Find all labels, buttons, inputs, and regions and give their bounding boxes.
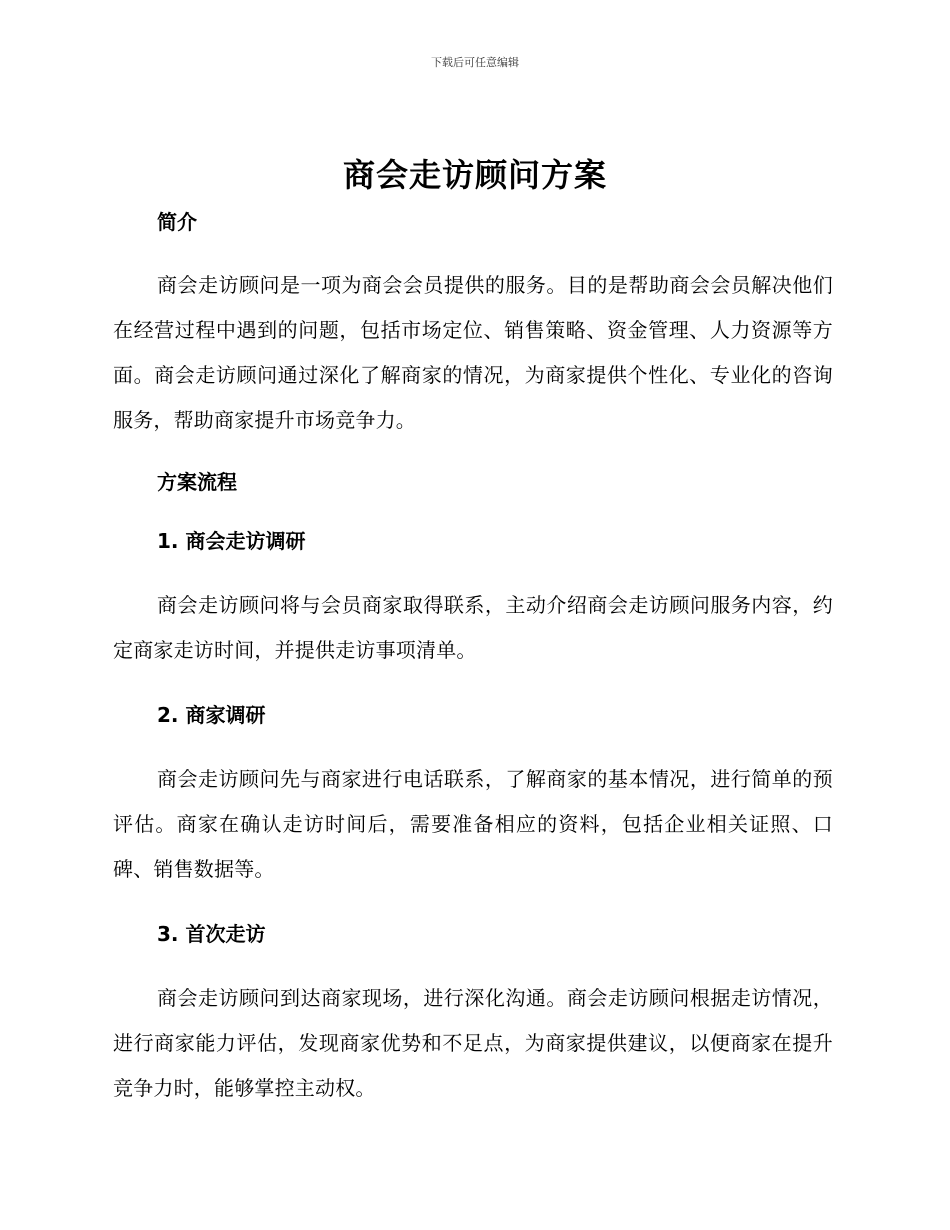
step-heading-2: 2. 商家调研 bbox=[157, 703, 266, 727]
document-body bbox=[113, 205, 833, 1111]
section-heading-intro: 简介 bbox=[157, 210, 197, 234]
paragraph-step-3: 商会走访顾问到达商家现场，进行深化沟通。商会走访顾问根据走访情况，进行商家能力评估，发现商家优势和不足点，为商家提供建议，以便商家在提升竞争力时，能够掌控主动权。 bbox=[113, 986, 833, 1100]
spacer bbox=[113, 239, 833, 263]
spacer bbox=[113, 443, 833, 465]
header-note: 下载后可任意编辑 bbox=[431, 56, 519, 69]
spacer bbox=[113, 892, 833, 917]
paragraph-intro: 商会走访顾问是一项为商会会员提供的服务。目的是帮助商会会员解决他们在经营过程中遇到的问题，包括市场定位、销售策略、资金管理、人力资源等方面。商会走访顾问通过深化了解商家的情况，为商家提供个性化、专业化的咨询服务，帮助商家提升市场竞争力。 bbox=[113, 273, 833, 432]
spacer bbox=[113, 499, 833, 524]
paragraph-step-2: 商会走访顾问先与商家进行电话联系，了解商家的基本情况，进行简单的预评估。商家在确认走访时间后，需要准备相应的资料，包括企业相关证照、口碑、销售数据等。 bbox=[113, 767, 833, 881]
spacer bbox=[113, 732, 833, 757]
spacer bbox=[113, 558, 833, 583]
spacer bbox=[113, 951, 833, 976]
paragraph-step-1: 商会走访顾问将与会员商家取得联系，主动介绍商会走访顾问服务内容，约定商家走访时间，并提供走访事项清单。 bbox=[113, 593, 833, 662]
step-heading-1: 1. 商会走访调研 bbox=[157, 529, 306, 553]
section-heading-process: 方案流程 bbox=[157, 470, 237, 494]
spacer bbox=[113, 673, 833, 698]
step-heading-3: 3. 首次走访 bbox=[157, 922, 266, 946]
document-title: 商会走访顾问方案 bbox=[342, 156, 607, 194]
